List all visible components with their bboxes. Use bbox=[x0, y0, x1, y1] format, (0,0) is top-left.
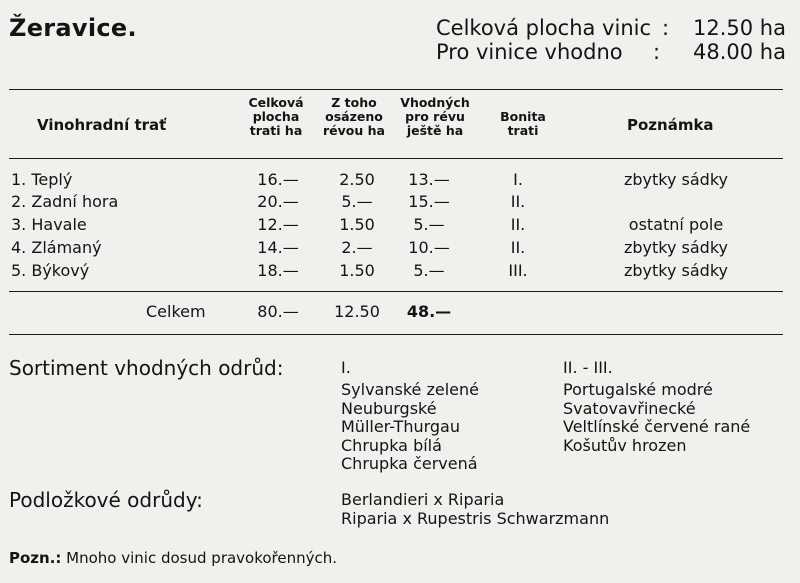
list-item: Veltlínské červené rané bbox=[563, 417, 751, 436]
total-vhodnych: 48.— bbox=[406, 302, 452, 321]
row-vhodnych: 15.— bbox=[408, 192, 450, 211]
row-poznamka: zbytky sádky bbox=[623, 238, 728, 257]
rootstock-label: Podložkové odrůdy: bbox=[9, 488, 203, 512]
header-vhodnych: Vhodných pro révu ještě ha bbox=[400, 95, 470, 138]
header-poznamka: Poznámka bbox=[627, 116, 714, 134]
list-item: Berlandieri x Riparia bbox=[341, 490, 505, 509]
total-area-separator: : bbox=[662, 16, 670, 40]
row-name: 5. Býkový bbox=[11, 261, 90, 280]
footnote-label: Pozn.: bbox=[9, 549, 62, 567]
row-bonita: I. bbox=[513, 170, 523, 189]
table-top-rule bbox=[9, 89, 783, 90]
header-bonita: Bonita trati bbox=[500, 109, 546, 138]
row-celkova: 18.— bbox=[257, 261, 299, 280]
row-celkova: 20.— bbox=[257, 192, 299, 211]
row-name: 3. Havale bbox=[11, 215, 87, 234]
row-poznamka: zbytky sádky bbox=[623, 170, 728, 189]
row-osazeno: 2.— bbox=[341, 238, 373, 257]
sortiment-class2-list bbox=[563, 381, 750, 455]
total-celkova: 80.— bbox=[257, 302, 299, 321]
total-area-label: Celková plocha vinic bbox=[436, 16, 652, 40]
row-osazeno: 5.— bbox=[341, 192, 373, 211]
header-osazeno: Z toho osázeno révou ha bbox=[323, 95, 385, 138]
row-celkova: 14.— bbox=[257, 238, 299, 257]
sortiment-class1-heading: I. bbox=[341, 358, 351, 377]
row-vhodnych: 5.— bbox=[413, 261, 445, 280]
header-trat: Vinohradní trať bbox=[37, 116, 167, 134]
suitable-area-label: Pro vinice vhodno bbox=[436, 40, 623, 64]
list-item: Sylvanské zelené bbox=[341, 380, 479, 399]
row-vhodnych: 13.— bbox=[408, 170, 450, 189]
sortiment-class1-list bbox=[341, 381, 479, 474]
list-item: Neuburgské bbox=[341, 398, 437, 418]
list-item: Müller-Thurgau bbox=[341, 417, 460, 436]
row-bonita: II. bbox=[510, 215, 526, 234]
row-vhodnych: 5.— bbox=[413, 215, 445, 234]
list-item: Chrupka bílá bbox=[341, 435, 442, 455]
list-item: Chrupka červená bbox=[341, 454, 478, 473]
sortiment-class2-heading: II. - III. bbox=[563, 358, 613, 377]
row-celkova: 16.— bbox=[257, 170, 299, 189]
suitable-area-separator: : bbox=[653, 40, 661, 64]
header-celkova: Celková plocha trati ha bbox=[248, 95, 304, 138]
row-bonita: II. bbox=[510, 238, 526, 257]
list-item: Portugalské modré bbox=[563, 380, 713, 399]
suitable-area-value: 48.00 ha bbox=[693, 40, 786, 64]
total-top-rule bbox=[9, 291, 783, 292]
row-bonita: III. bbox=[508, 261, 528, 280]
row-celkova: 12.— bbox=[257, 215, 299, 234]
total-area-value: 12.50 ha bbox=[693, 16, 786, 40]
row-name: 1. Teplý bbox=[11, 170, 73, 189]
row-osazeno: 1.50 bbox=[339, 261, 375, 280]
table-bottom-rule bbox=[9, 334, 783, 335]
row-name: 4. Zlámaný bbox=[11, 238, 102, 257]
row-osazeno: 2.50 bbox=[339, 170, 375, 189]
list-item: Svatovavřinecké bbox=[563, 398, 696, 418]
rootstock-list bbox=[341, 491, 609, 528]
page-title: Žeravice. bbox=[9, 14, 137, 42]
sortiment-label: Sortiment vhodných odrůd: bbox=[9, 356, 284, 380]
total-label: Celkem bbox=[146, 302, 206, 321]
total-osazeno: 12.50 bbox=[334, 302, 380, 321]
header-bottom-rule bbox=[9, 158, 783, 159]
list-item: Košutův hrozen bbox=[563, 435, 687, 455]
row-bonita: II. bbox=[510, 192, 526, 211]
row-poznamka: ostatní pole bbox=[628, 215, 724, 234]
footnote-text: Mnoho vinic dosud pravokořenných. bbox=[61, 549, 338, 567]
list-item: Riparia x Rupestris Schwarzmann bbox=[341, 508, 610, 528]
row-poznamka: zbytky sádky bbox=[623, 261, 728, 280]
row-osazeno: 1.50 bbox=[339, 215, 375, 234]
row-vhodnych: 10.— bbox=[408, 238, 450, 257]
row-name: 2. Zadní hora bbox=[11, 192, 119, 211]
footnote bbox=[9, 549, 337, 567]
